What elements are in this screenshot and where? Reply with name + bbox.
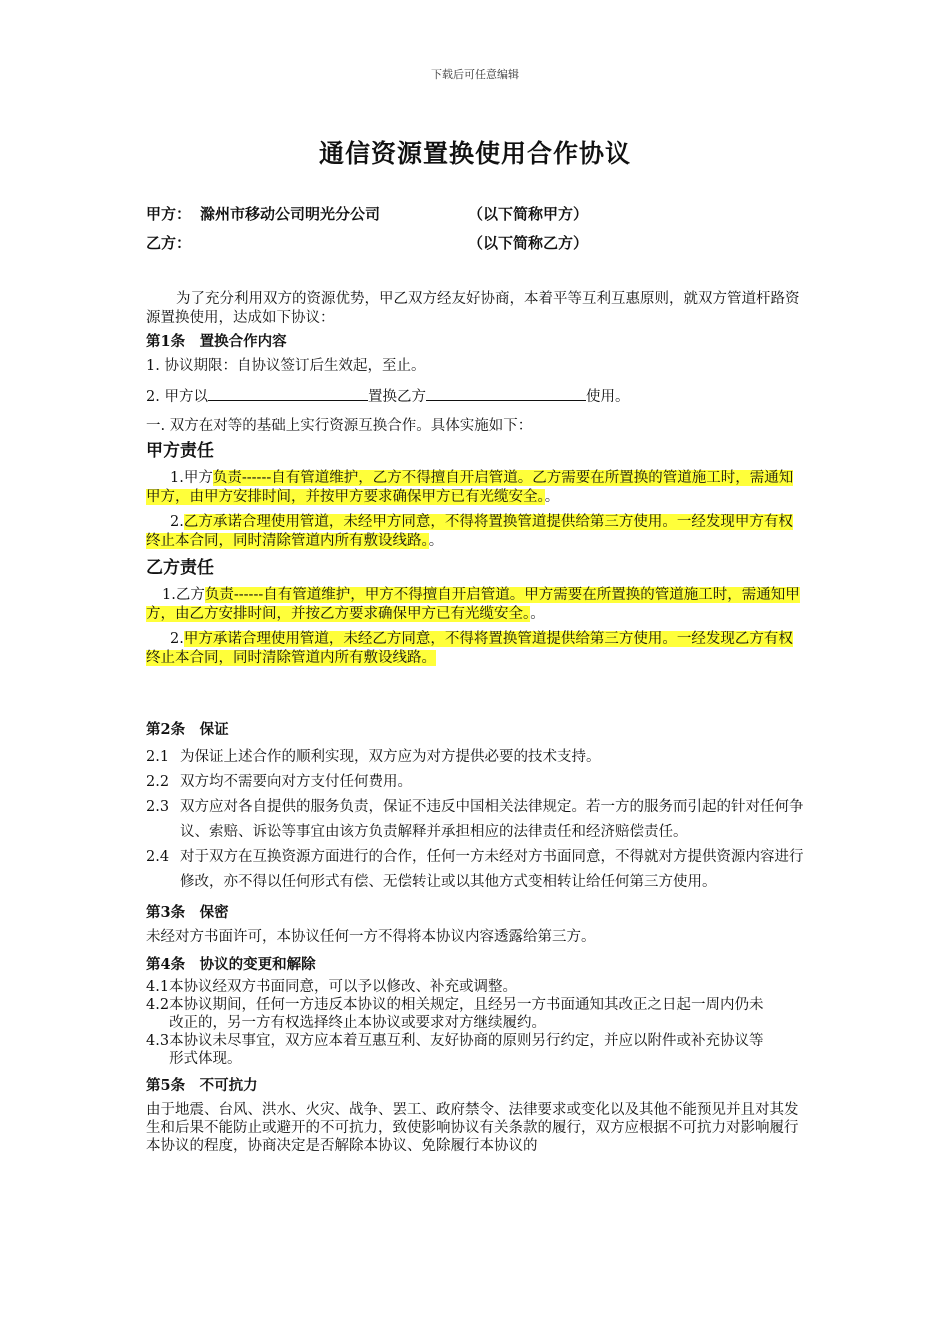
list-number: 2.4 (146, 849, 170, 865)
resp-suffix: 。 (530, 606, 545, 622)
list-text: 对于双方在互换资源方面进行的合作，任何一方未经对方书面同意，不得就对方提供资源内容进行修改，亦不得以任何形式有偿、无偿转让或以其他方式变相转让给任何第三方使用。 (180, 849, 804, 890)
party-a-resp-1 (146, 469, 806, 507)
party-a-name: 滁州市移动公司明光分公司 (200, 205, 381, 223)
list-number: 4.2 (146, 997, 170, 1013)
highlighted-text: 乙方承诺合理使用管道，未经甲方同意，不得将置换管道提供给第三方使用。一经发现甲方有权终止本合同，同时清除管道内所有敷设线路。 (146, 514, 793, 549)
list-item (146, 745, 806, 770)
article-5-text: 由于地震、台风、洪水、火灾、战争、罢工、政府禁令、法律要求或变化以及其他不能预见并且对其发生和后果不能防止或避开的不可抗力，致使影响协议有关条款的履行，双方应根据不可抗力对影响履行本协议的程度，协商决定是否解除本协议、免除履行本协议的 (146, 1102, 799, 1154)
highlighted-text: 负责------自有管道维护，乙方不得擅自开启管道。乙方需要在所置换的管道施工时，需通知甲方，由甲方安排时间，并按甲方要求确保甲方已有光缆安全。 (146, 470, 794, 505)
article-1-item-2 (146, 386, 806, 407)
list-item (146, 795, 806, 845)
article-1-item-1: 1. 协议期限：自协议签订后生效起，至止。 (146, 358, 426, 374)
article-5-heading: 第5条 不可抗力 (146, 1077, 258, 1094)
list-item (146, 978, 806, 996)
resp-suffix: 。 (544, 489, 560, 505)
article-1-heading: 第1条 置换合作内容 (146, 333, 287, 350)
party-a-abbr: （以下简称甲方） (468, 205, 589, 223)
list-text: 本协议经双方书面同意，可以予以修改、补充或调整。 (169, 979, 518, 995)
resp-number: 2. (170, 631, 184, 647)
list-item (146, 1032, 806, 1068)
list-number: 2.1 (146, 749, 170, 765)
list-number: 4.3 (146, 1033, 170, 1049)
intro-paragraph: 为了充分利用双方的资源优势，甲乙双方经友好协商，本着平等互利互惠原则，就双方管道杆路资源置换使用，达成如下协议： (146, 291, 800, 326)
resp-suffix: 。 (428, 533, 444, 549)
article-1-item-3: 一. 双方在对等的基础上实行资源互换合作。具体实施如下： (146, 418, 533, 434)
highlighted-text: 甲方承诺合理使用管道，未经乙方同意，不得将置换管道提供给第三方使用。一经发现乙方有权终止本合同，同时清除管道内所有敷设线路。 (146, 631, 793, 666)
article-2-heading: 第2条 保证 (146, 721, 229, 738)
list-item (146, 845, 806, 895)
list-text: 本协议期间，任何一方违反本协议的相关规定，且经另一方书面通知其改正之日起一周内仍未改正的，另一方有权选择终止本协议或要求对方继续履约。 (169, 997, 764, 1031)
article-4-list (146, 978, 806, 1068)
resp-number: 1.甲方 (170, 470, 213, 486)
list-text: 双方均不需要向对方支付任何费用。 (180, 774, 412, 790)
party-b-resp-heading: 乙方责任 (146, 558, 214, 578)
document-title: 通信资源置换使用合作协议 (318, 139, 631, 168)
list-number: 2.2 (146, 774, 170, 790)
item-2-middle: 置换乙方 (367, 389, 426, 405)
document-body (146, 290, 806, 1155)
list-item (146, 996, 806, 1032)
list-text: 双方应对各自提供的服务负责，保证不违反中国相关法律规定。若一方的服务而引起的针对任何争议、索赔、诉讼等事宜由该方负责解释并承担相应的法律责任和经济赔偿责任。 (180, 799, 804, 840)
party-a-resp-heading: 甲方责任 (146, 441, 214, 461)
party-b-line (146, 232, 589, 253)
party-b-resp-2 (146, 630, 806, 668)
download-note: 下载后可任意编辑 (431, 68, 519, 81)
blank-line (426, 386, 586, 401)
resp-number: 2. (170, 514, 184, 530)
list-number: 2.3 (146, 799, 170, 815)
list-item (146, 770, 806, 795)
party-a-line (146, 203, 589, 224)
resp-number: 1.乙方 (162, 587, 205, 603)
article-4-heading: 第4条 协议的变更和解除 (146, 956, 316, 973)
article-3-text: 未经对方书面许可，本协议任何一方不得将本协议内容透露给第三方。 (146, 929, 596, 945)
list-text: 为保证上述合作的顺利实现，双方应为对方提供必要的技术支持。 (180, 749, 601, 765)
list-number: 4.1 (146, 979, 170, 995)
party-b-label: 乙方： (146, 234, 192, 252)
item-2-suffix: 使用。 (585, 389, 630, 405)
highlighted-text: 负责------自有管道维护，甲方不得擅自开启管道。甲方需要在所置换的管道施工时，需通知甲方，由乙方安排时间，并按乙方要求确保甲方已有光缆安全。 (146, 587, 800, 622)
party-b-abbr: （以下简称乙方） (468, 234, 589, 252)
article-3-heading: 第3条 保密 (146, 904, 229, 921)
party-a-label: 甲方： (146, 205, 192, 223)
blank-line (208, 386, 368, 401)
article-2-list (146, 745, 806, 895)
party-b-resp-1 (146, 586, 806, 624)
item-2-prefix: 2. 甲方以 (146, 389, 208, 405)
party-a-resp-2 (146, 513, 806, 551)
list-text: 本协议未尽事宜，双方应本着互惠互利、友好协商的原则另行约定，并应以附件或补充协议等形式体现。 (169, 1033, 764, 1067)
